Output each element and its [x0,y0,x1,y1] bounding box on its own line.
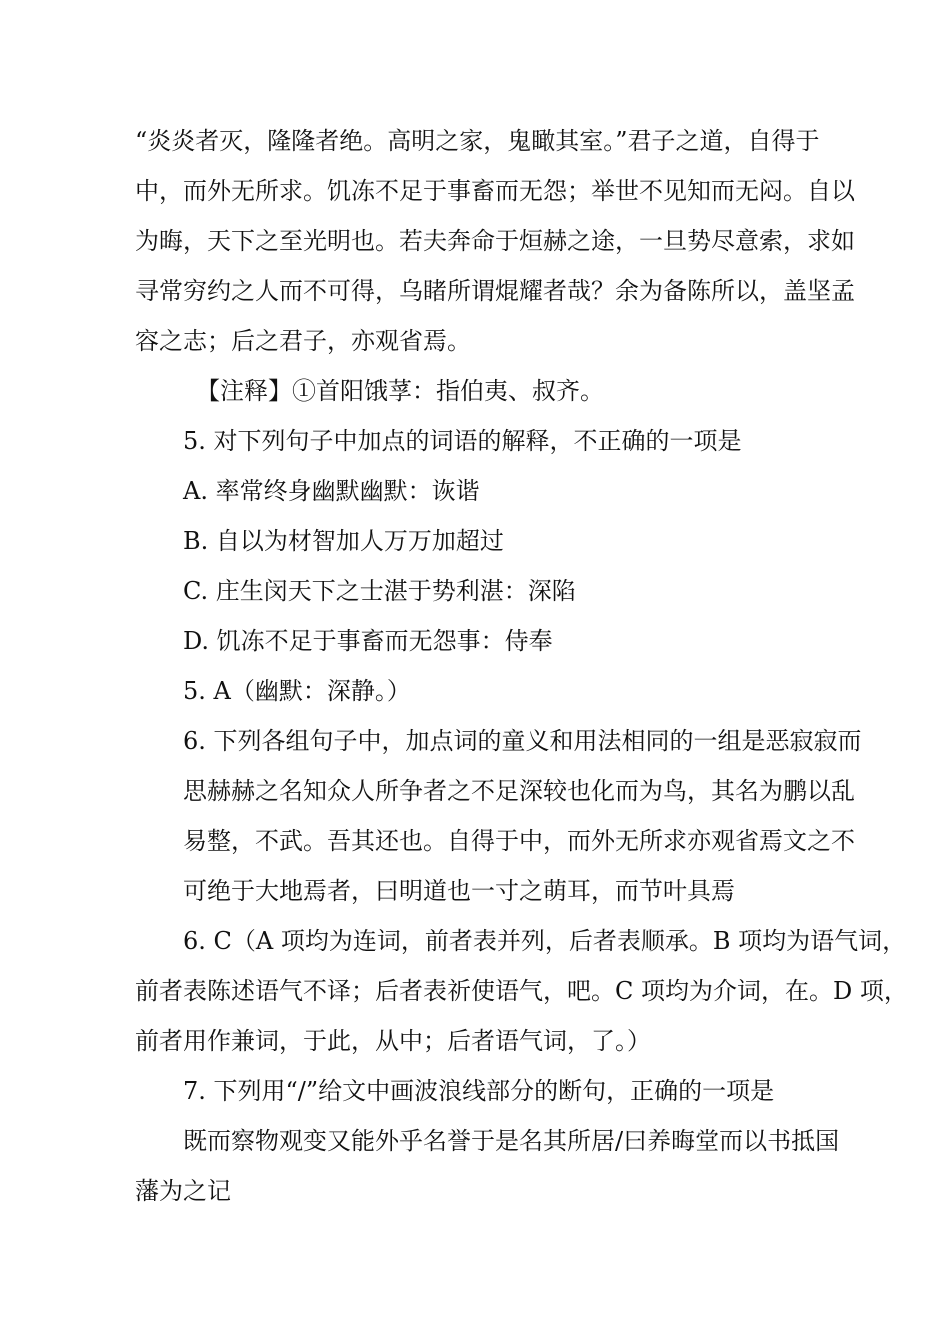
question-6-stem-line-1: 6. 下列各组句子中，加点词的童义和用法相同的一组是恶寂寂而 [183,727,862,755]
passage-line-2: 中，而外无所求。饥冻不足于事畜而无怨；举世不见知而无闷。自以 [135,177,855,205]
passage-line-1: “炎炎者灭，隆隆者绝。高明之家，鬼瞰其室。”君子之道，自得于 [135,127,820,155]
question-5-option-b: B. 自以为材智加人万万加超过 [183,527,504,555]
question-6-answer-line-3: 前者用作兼词，于此，从中；后者语气词，了。） [135,1027,651,1055]
question-5-option-c: C. 庄生闵天下之士湛于势利湛：深陷 [183,577,576,605]
question-6-answer-line-2: 前者表陈述语气不译；后者表祈使语气，吧。C 项均为介词，在。D 项， [135,977,908,1005]
question-6-stem-line-3: 易整，不武。吾其还也。自得于中，而外无所求亦观省焉文之不 [183,827,855,855]
question-7-stem: 7. 下列用“/”给文中画波浪线部分的断句，正确的一项是 [183,1077,775,1105]
annotation-note: 【注释】①首阳饿莩：指伯夷、叔齐。 [196,377,604,405]
question-6-stem-line-2: 思赫赫之名知众人所争者之不足深较也化而为鸟，其名为鹏以乱 [183,777,855,805]
question-6-answer-line-1: 6. C（A 项均为连词，前者表并列，后者表顺承。B 项均为语气词， [183,927,907,955]
passage-line-4: 寻常穷约之人而不可得，乌睹所谓焜耀者哉？余为备陈所以，盖坚孟 [135,277,855,305]
question-5-option-a: A. 率常终身幽默幽默：诙谐 [183,477,480,505]
question-7-option-line-1: 既而察物观变又能外乎名誉于是名其所居/曰养晦堂而以书抵国 [183,1127,840,1155]
passage-line-5: 容之志；后之君子，亦观省焉。 [135,327,471,355]
question-5-stem: 5. 对下列句子中加点的词语的解释，不正确的一项是 [183,427,742,455]
question-7-option-line-2: 藩为之记 [135,1177,231,1205]
question-5-answer: 5. A（幽默：深静。） [183,677,411,705]
question-6-stem-line-4: 可绝于大地焉者，曰明道也一寸之萌耳，而节叶具焉 [183,877,735,905]
question-5-option-d: D. 饥冻不足于事畜而无怨事：侍奉 [183,627,553,655]
passage-line-3: 为晦，天下之至光明也。若夫奔命于烜赫之途，一旦势尽意索，求如 [135,227,855,255]
